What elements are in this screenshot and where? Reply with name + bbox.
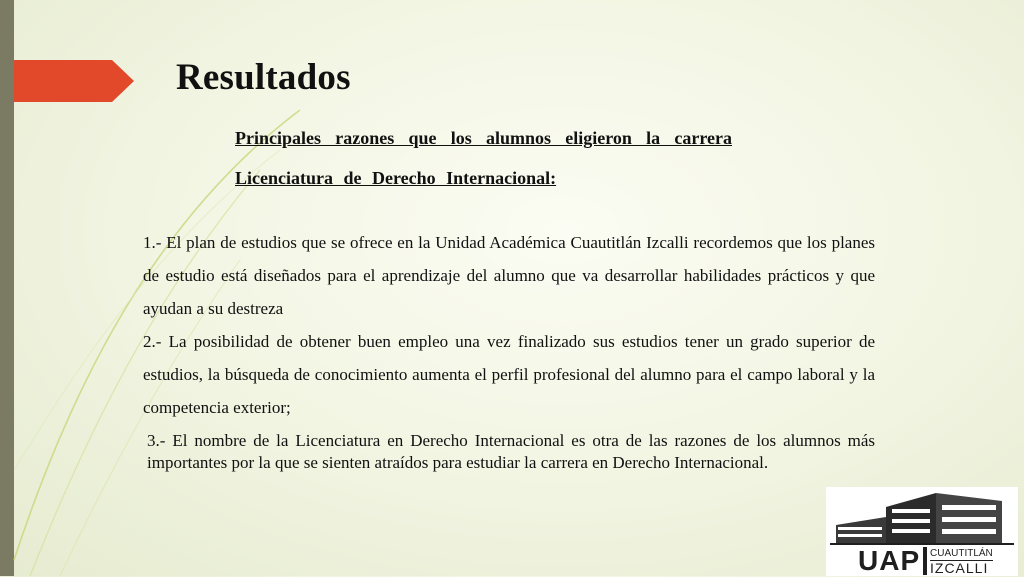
logo-line1: CUAUTITLÁN: [930, 548, 993, 559]
logo-separator: [923, 547, 927, 575]
slide-title: Resultados: [176, 57, 351, 98]
logo-brand: UAP: [858, 545, 921, 576]
logo-line2: IZCALLI: [930, 560, 989, 576]
body-text: [143, 226, 875, 474]
paragraph-1: 1.- El plan de estudios que se ofrece en la Unidad Académica Cuautitlán Izcalli recordemos que los planes de estudio está diseñados para el aprendizaje del alumno que va desarrollar habilidades prácticos y que ayudan a su destreza: [143, 233, 875, 318]
paragraph-2: 2.- La posibilidad de obtener buen empleo una vez finalizado sus estudios tener un grado superior de estudios, la búsqueda de conocimiento aumenta el perfil profesional del alumno para el campo laboral y la competencia exterior;: [143, 332, 875, 417]
building-illustration: [826, 487, 1018, 547]
slide-subtitle: Principales razones que los alumnos eligieron la carrera Licenciatura de Derecho Internacional:: [235, 128, 732, 188]
university-logo: [826, 487, 1018, 576]
title-arrow-marker: [14, 60, 134, 102]
paragraph-3: 3.- El nombre de la Licenciatura en Derecho Internacional es otra de las razones de los alumnos más importantes por la que se sienten atraídos para estudiar la carrera en Derecho Internacional.: [147, 431, 875, 472]
